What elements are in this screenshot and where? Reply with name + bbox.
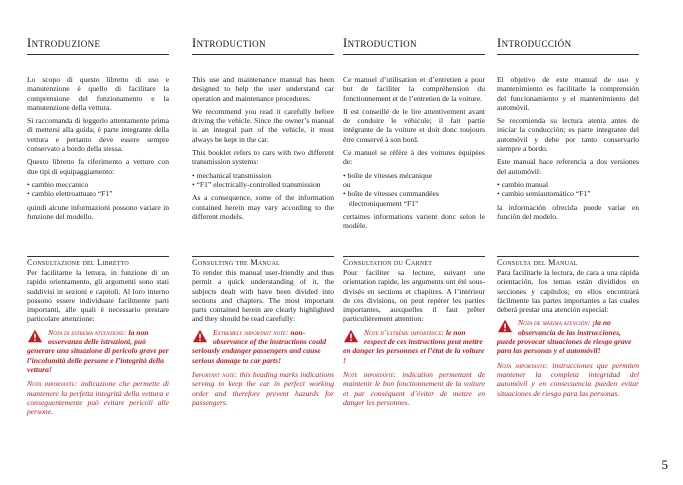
warning-note (497, 318, 639, 355)
important-note (497, 361, 639, 398)
title-rule (343, 54, 485, 55)
paragraph: Ce manuel d’utilisation et d’entretien a pour but de faciliter la compréhension du fonctionnement et de l’entretien de la voiture. (343, 75, 485, 103)
paragraph: This use and maintenance manual has been designed to help the user understand car operation and maintenance procedures. (192, 75, 334, 103)
list-item: • boîte de vitesses mécanique (343, 170, 433, 180)
list-item: ou (343, 179, 351, 189)
warning-triangle-icon (343, 329, 359, 343)
warning-label: Nota de máxima atención: (518, 318, 591, 328)
column-title: Introduction (343, 36, 417, 50)
note-label: Nota importante: (27, 379, 78, 389)
important-note (27, 379, 169, 416)
note-label: Note importante: (343, 369, 397, 379)
important-note (192, 370, 334, 407)
paragraph: Questo libretto fa riferimento a vetture con due tipi di equipaggiamento: (27, 157, 169, 176)
section-title: Consulting the Manual (192, 258, 280, 267)
paragraph: la información ofrecida puede variar en función del modelo. (497, 202, 639, 221)
paragraph: quindi alcune informazioni possono variare in funzione del modello. (27, 202, 169, 221)
paragraph: Il est conseillé de le lire attentivement avant de conduire le véhicule; il fait partie intégrante de la voiture et doit donc toujours être conservé à son bord. (343, 106, 485, 144)
paragraph: El objetivo de este manual de uso y mantenimiento es facilitarle la comprensión del funcionamiento y el mantenimiento del automóvil. (497, 75, 639, 112)
paragraph: certaines informations varient donc selon le modèle. (343, 211, 485, 231)
warning-note (343, 328, 485, 365)
paragraph: This booklet refers to cars with two different transmission systems: (192, 148, 334, 167)
list-item: • cambio meccanico (27, 179, 89, 189)
section-text: Pour faciliter sa lecture, suivant une orientation rapide, les arguments ont été sous-divisés en sections et chapitres. A l’intérieur de ces divisions, on peut repérer les parties importantes, auxquelles il faut prêter particulièrement attention: (343, 268, 485, 324)
section-title: Consultazione del Libretto (27, 258, 129, 267)
note-text: this heading marks indications serving to keep the car in perfect working order and therefore prevent hazards for passengers. (192, 369, 334, 407)
bullet-list (343, 171, 485, 208)
section-rule (27, 256, 169, 257)
section-text: Per facilitarne la lettura, in funzione di un rapido orientamento, gli argomenti sono stati suddivisi in sezioni e capitoli. Al loro interno possono essere individuate facilmente parti importanti, alle quali è necessario prestare particolare attenzione: (27, 268, 169, 324)
list-item: • “F1” electrically-controlled transmission (192, 179, 321, 189)
warning-text: le non respect de ces instructions peut mettre en danger les personnes et l’état de la voiture ! (343, 327, 485, 365)
warning-triangle-icon (27, 329, 43, 343)
section-text: Para facilitarle la lectura, de cara a una rápida orientación, los temas están divididos en secciones y capítulos; en ellos encontrará fácilmente las partes importantes a las cuales deberá prestar una atención especial: (497, 268, 639, 315)
note-text: instrucciones que permiten mantener la completa integridad del automóvil y en consecuencia pueden evitar situaciones de riesgo para las personas. (497, 360, 639, 398)
bullet-list (27, 180, 169, 199)
title-rule (192, 54, 334, 55)
column-english (192, 36, 334, 225)
warning-note (27, 328, 169, 374)
paragraph: Este manual hace referencia a dos versiones del automóvil: (497, 157, 639, 176)
important-note (343, 370, 485, 407)
section-french (343, 256, 485, 407)
title-rule (27, 54, 169, 55)
note-label: Important note: (192, 369, 238, 379)
page-number: 5 (661, 457, 668, 472)
section-spanish (497, 256, 639, 398)
list-item: • cambio elettroattuato “F1” (27, 189, 113, 199)
list-item: • boîte de vitesses commandées électroniquement “F1” (343, 189, 439, 208)
bullet-list (497, 180, 639, 199)
section-title: Consultation du Carnet (343, 258, 433, 267)
warning-triangle-icon (192, 329, 208, 343)
warning-note (192, 328, 334, 365)
column-title: Introduzione (27, 36, 101, 50)
column-title: Introduction (192, 36, 266, 50)
column-spanish (497, 36, 639, 225)
title-rule (497, 54, 639, 55)
paragraph: Ce manuel se réfère à des voitures équipées de: (343, 148, 485, 167)
section-rule (343, 256, 485, 257)
section-italian (27, 256, 169, 416)
section-english (192, 256, 334, 407)
note-text: indicazione che permette di mantenere la perfetta integrità della vettura e conseguentemente può evitare pericoli alle persone. (27, 379, 170, 417)
paragraph: We recommend you read it carefully before driving the vehicle. Since the owner’s manual is an integral part of the vehicle, it must always be kept in the car. (192, 106, 334, 144)
column-title: Introducción (497, 36, 572, 50)
section-text: To render this manual user-friendly and thus permit a quick understanding of it, the subjects dealt with have been divided into sections and chapters. The most important parts contained herein are clearly highlighted and they should be read carefully: (192, 268, 334, 324)
warning-label: Extremely important note: (213, 327, 289, 337)
warning-text: ¡la no observancia de las instrucciones, puede provocar situaciones de riesgo grave para las personas y el automóvil! (497, 318, 632, 356)
list-item: • cambio semiautomático “F1” (497, 189, 591, 199)
paragraph: Lo scopo di questo libretto di uso e manutenzione è quello di facilitare la comprensione del funzionamento e la manutenzione della vettura. (27, 75, 169, 112)
note-label: Nota importante: (497, 360, 549, 370)
column-french (343, 36, 485, 234)
section-rule (497, 256, 639, 257)
list-item: • cambio manual (497, 179, 549, 189)
bullet-list (192, 171, 334, 190)
paragraph: As a consequence, some of the information contained herein may vary according to the different models. (192, 193, 334, 221)
column-italian (27, 36, 169, 225)
section-rule (192, 256, 334, 257)
warning-text: non-observance of the instructions could seriously endanger passengers and cause serious damage to car parts! (192, 327, 327, 365)
section-title: Consulta del Manual (497, 258, 578, 267)
list-item: • mechanical transmission (192, 170, 272, 180)
warning-label: Nota di estrema attenzione: (48, 327, 127, 337)
warning-label: Note d’extrême importance: (364, 327, 444, 337)
warning-triangle-icon (497, 319, 513, 333)
note-text: indication permettant de maintenir le bon fonctionnement de la voiture et par conséquent d’éviter de mettre en danger les personnes. (343, 369, 485, 407)
warning-text: la non osservanza delle istruzioni, può generare una situazione di pericolo grave per l’incolumità delle persone e l’integrità della vettura! (27, 327, 169, 374)
paragraph: Se recomienda su lectura atenta antes de iniciar la conducción; es parte integrante del automóvil y debe por tanto conservarlo siempre a bordo. (497, 116, 639, 154)
paragraph: Si raccomanda di leggerlo attentamente prima di mettersi alla guida; è parte integrante della vettura e pertanto deve essere sempre conservato a bordo della stessa. (27, 116, 169, 154)
